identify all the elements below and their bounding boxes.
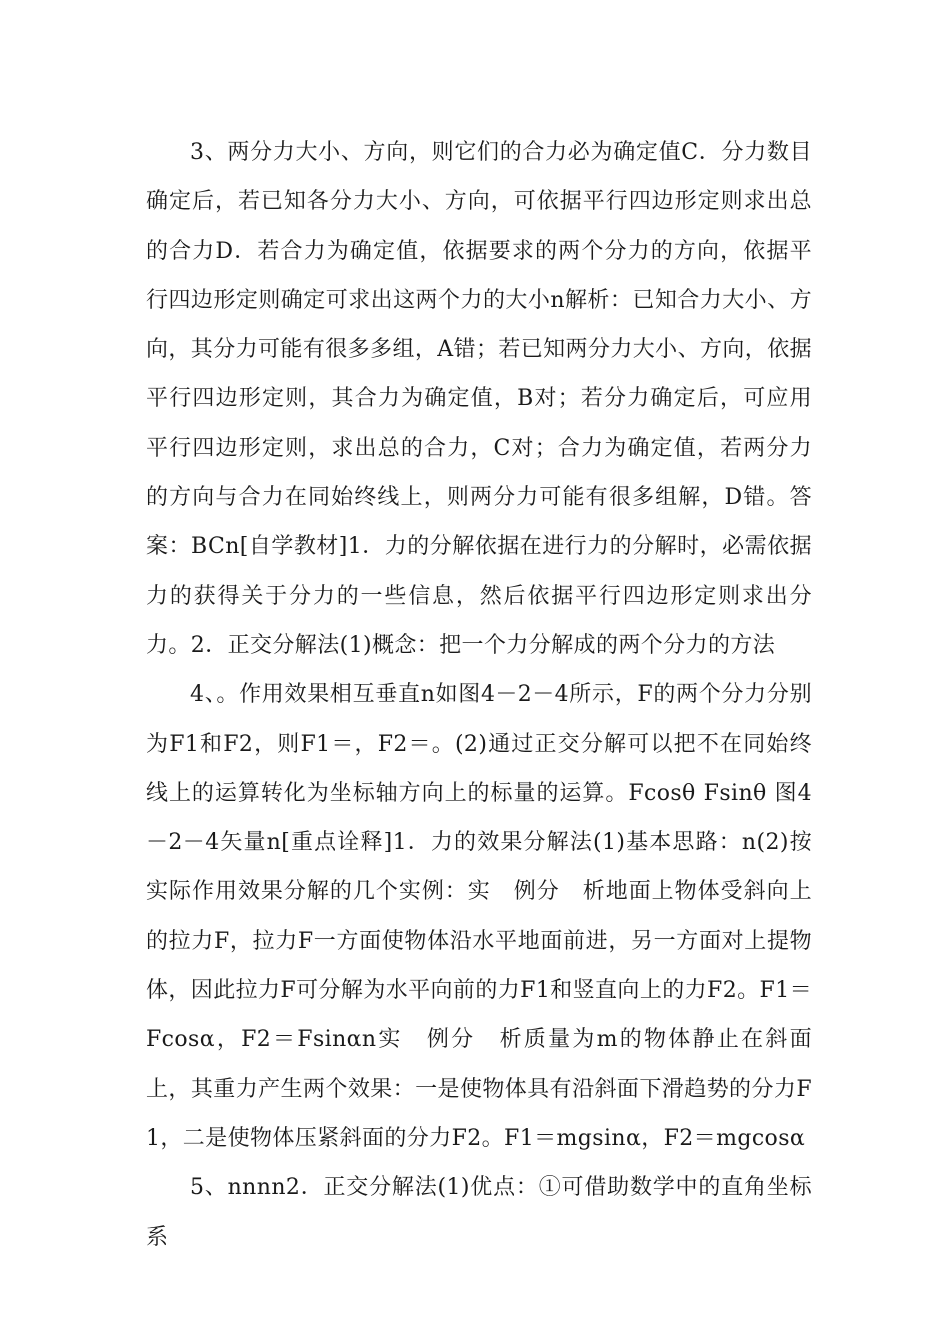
document-body [146,128,812,1262]
paragraph-4: 4、。作用效果相互垂直n如图4－2－4所示，F的两个分力分别为F1和F2，则F1＝，F2＝。(2)通过正交分解可以把不在同始终线上的运算转化为坐标轴方向上的标量的运算。Fcosθ Fsinθ 图4－2－4矢量n[重点诠释]1．力的效果分解法(1)基本思路：n(2)按实际作用效果分解的几个实例：实 例分 析地面上物体受斜向上的拉力F，拉力F一方面使物体沿水平地面前进，另一方面对上提物体，因此拉力F可分解为水平向前的力F1和竖直向上的力F2。F1＝Fcosα，F2＝Fsinαn实 例分 析质量为m的物体静止在斜面上，其重力产生两个效果：一是使物体具有沿斜面下滑趋势的分力F1，二是使物体压紧斜面的分力F2。F1＝mgsinα，F2＝mgcosα [146,682,812,1151]
paragraph-3: 3、两分力大小、方向，则它们的合力必为确定值C．分力数目确定后，若已知各分力大小、方向，可依据平行四边形定则求出总的合力D．若合力为确定值，依据要求的两个分力的方向，依据平行四边形定则确定可求出这两个力的大小n解析：已知合力大小、方向，其分力可能有很多多组，A错；若已知两分力大小、方向，依据平行四边形定则，其合力为确定值，B对；若分力确定后，可应用平行四边形定则，求出总的合力，C对；合力为确定值，若两分力的方向与合力在同始终线上，则两分力可能有很多组解，D错。答案：BCn[自学教材]1．力的分解依据在进行力的分解时，必需依据力的获得关于分力的一些信息，然后依据平行四边形定则求出分力。2．正交分解法(1)概念：把一个力分解成的两个分力的方法 [146,140,812,658]
paragraph-5: 5、nnnn2．正交分解法(1)优点：①可借助数学中的直角坐标系 [146,1175,812,1250]
